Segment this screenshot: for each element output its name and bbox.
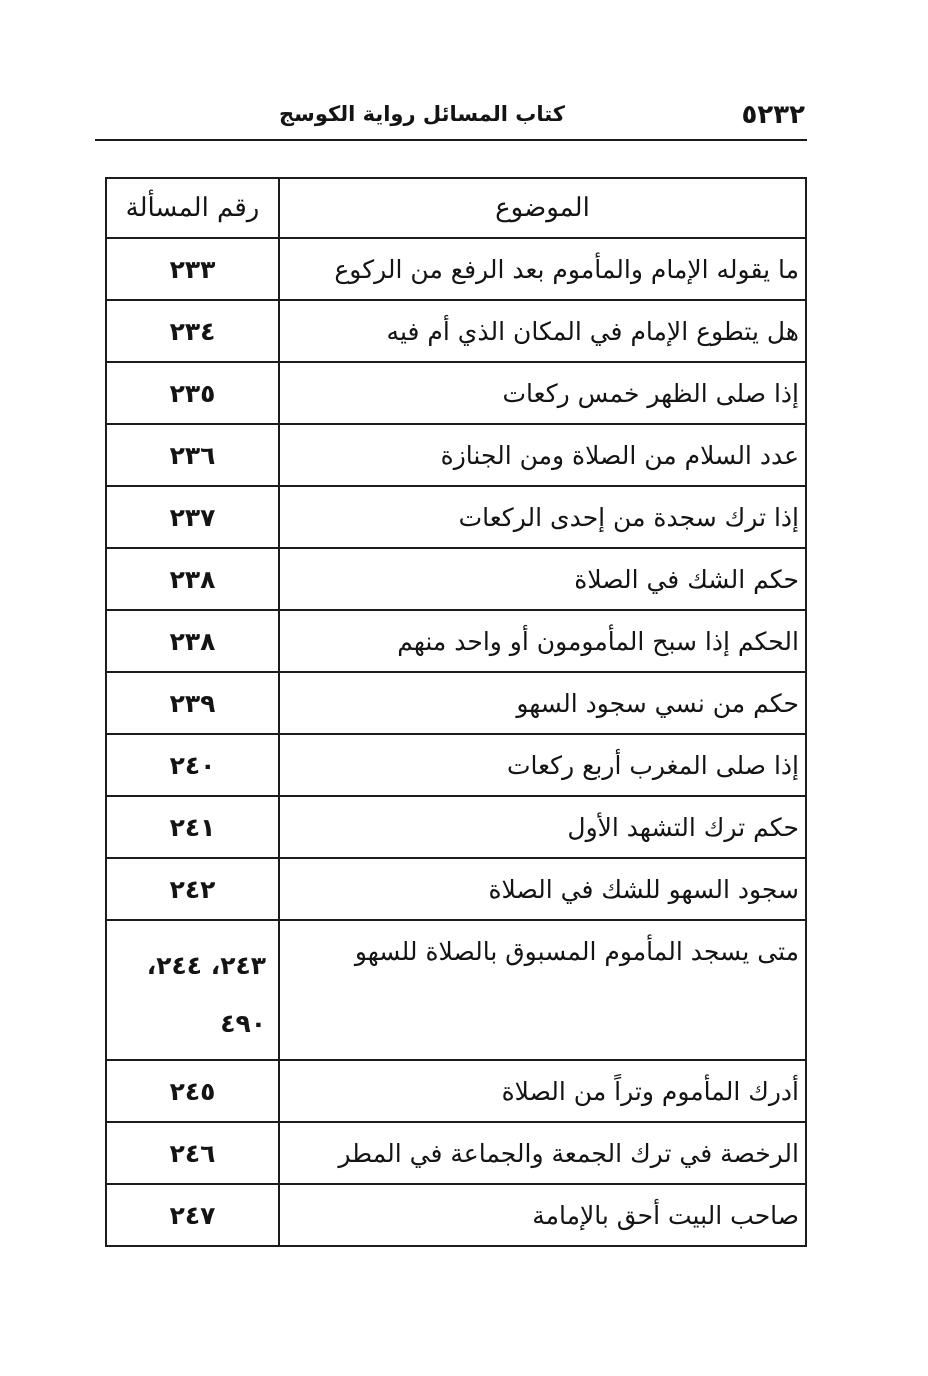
table-row xyxy=(106,1184,806,1246)
topic-cell: حكم الشك في الصلاة xyxy=(279,548,806,610)
table-row xyxy=(106,858,806,920)
table-row xyxy=(106,920,806,1060)
header-divider xyxy=(95,139,807,141)
topic-cell: حكم من نسي سجود السهو xyxy=(279,672,806,734)
page-number: ٥٢٣٢ xyxy=(741,100,805,130)
table-row xyxy=(106,1060,806,1122)
table-row xyxy=(106,238,806,300)
issue-number-cell: ٢٤٥ xyxy=(106,1060,279,1122)
topic-cell: إذا صلى الظهر خمس ركعات xyxy=(279,362,806,424)
issue-number-cell: ٢٣٩ xyxy=(106,672,279,734)
topic-cell: عدد السلام من الصلاة ومن الجنازة xyxy=(279,424,806,486)
book-title: كتاب المسائل رواية الكوسج xyxy=(279,102,565,126)
topic-cell: ما يقوله الإمام والمأموم بعد الرفع من الركوع xyxy=(279,238,806,300)
topic-cell: متى يسجد المأموم المسبوق بالصلاة للسهو xyxy=(279,920,806,1060)
issue-number-cell: ٢٤٣، ٢٤٤، ٤٩٠ xyxy=(106,920,279,1060)
topic-cell: حكم ترك التشهد الأول xyxy=(279,796,806,858)
issue-number-cell: ٢٣٨ xyxy=(106,610,279,672)
issue-number-cell: ٢٣٧ xyxy=(106,486,279,548)
issue-number-cell: ٢٤١ xyxy=(106,796,279,858)
issue-number-cell: ٢٣٨ xyxy=(106,548,279,610)
column-header-topic: الموضوع xyxy=(279,178,806,238)
topic-cell: إذا ترك سجدة من إحدى الركعات xyxy=(279,486,806,548)
issue-number-cell: ٢٣٦ xyxy=(106,424,279,486)
topic-cell: إذا صلى المغرب أربع ركعات xyxy=(279,734,806,796)
topic-cell: الحكم إذا سبح المأمومون أو واحد منهم xyxy=(279,610,806,672)
topic-cell: سجود السهو للشك في الصلاة xyxy=(279,858,806,920)
issue-number-cell: ٢٤٧ xyxy=(106,1184,279,1246)
issue-number-cell: ٢٤٢ xyxy=(106,858,279,920)
table-row xyxy=(106,300,806,362)
topic-cell: أدرك المأموم وتراً من الصلاة xyxy=(279,1060,806,1122)
issue-number-cell: ٢٣٤ xyxy=(106,300,279,362)
page-header xyxy=(95,96,805,140)
topic-cell: صاحب البيت أحق بالإمامة xyxy=(279,1184,806,1246)
issue-number-cell: ٢٤٠ xyxy=(106,734,279,796)
topic-cell: الرخصة في ترك الجمعة والجماعة في المطر xyxy=(279,1122,806,1184)
table-row xyxy=(106,1122,806,1184)
table-row xyxy=(106,424,806,486)
topic-cell: هل يتطوع الإمام في المكان الذي أم فيه xyxy=(279,300,806,362)
table-row xyxy=(106,610,806,672)
issue-number-cell: ٢٣٣ xyxy=(106,238,279,300)
table-row xyxy=(106,362,806,424)
issue-number-cell: ٢٤٦ xyxy=(106,1122,279,1184)
table-row xyxy=(106,796,806,858)
table-row xyxy=(106,548,806,610)
table-row xyxy=(106,734,806,796)
issue-number-cell: ٢٣٥ xyxy=(106,362,279,424)
index-table xyxy=(105,177,807,1247)
table-row xyxy=(106,486,806,548)
table-header-row xyxy=(106,178,806,238)
column-header-number: رقم المسألة xyxy=(106,178,279,238)
table-row xyxy=(106,672,806,734)
